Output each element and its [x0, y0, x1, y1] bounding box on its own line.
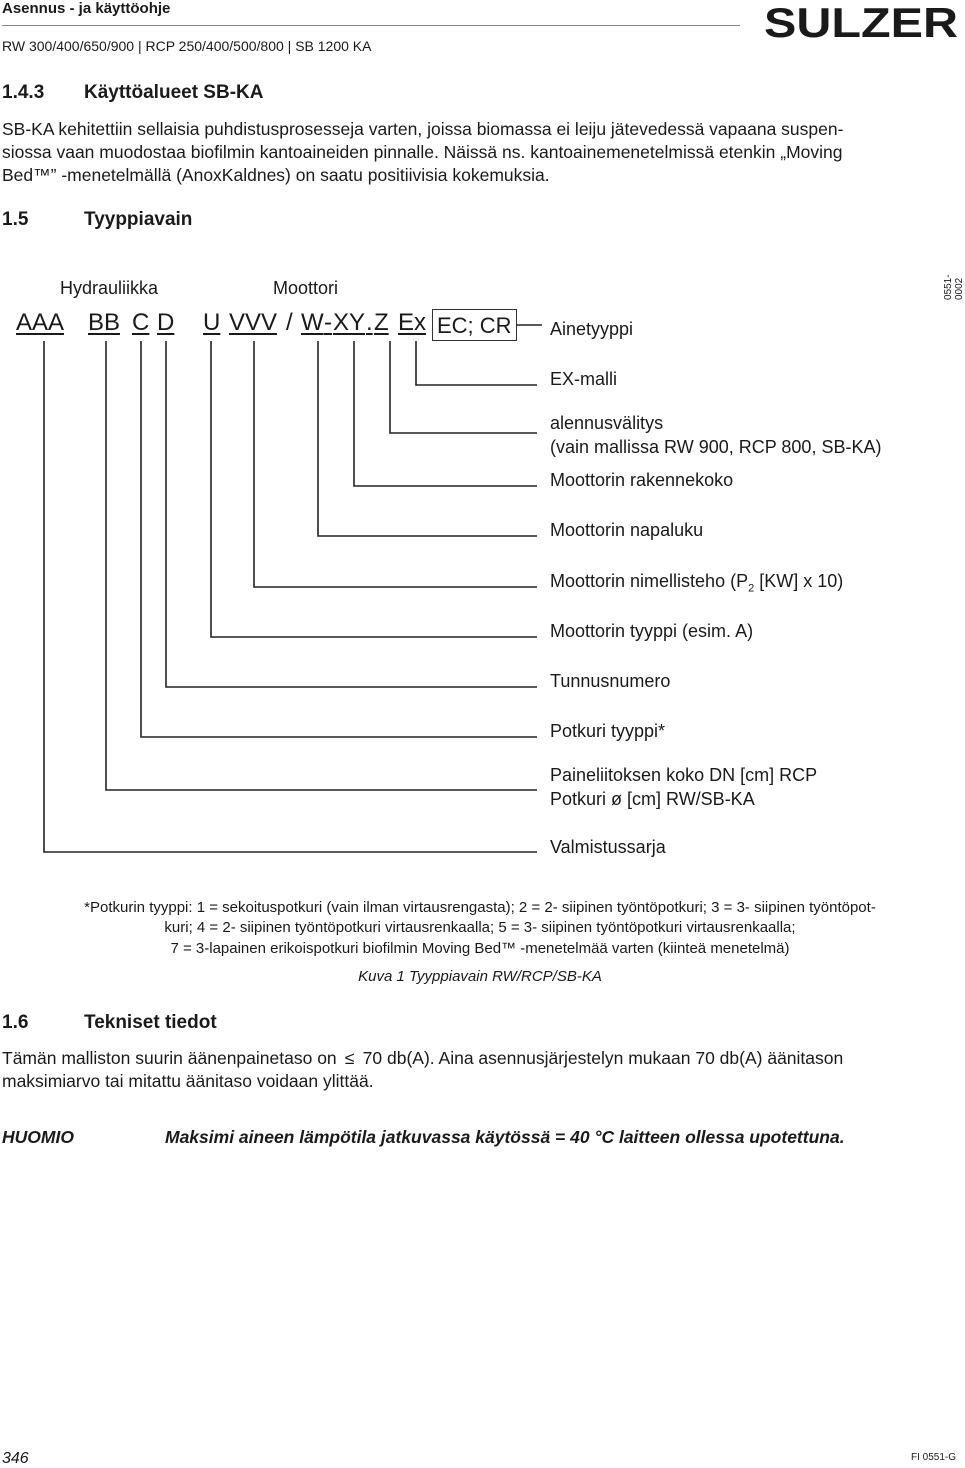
- label-power-sub: 2: [748, 582, 755, 595]
- footnote-line-3: 7 = 3-lapainen erikoispotkuri biofilmin Moving Bed™ -menetelmää varten (kiinteä menetelmä): [170, 940, 790, 957]
- code-bb: BB: [88, 309, 121, 336]
- page-number: 346: [2, 1450, 29, 1467]
- code-material-box: EC; CR: [432, 309, 517, 341]
- section-143-line-3: Bed™” -menetelmällä (AnoxKaldnes) on saatu positiivisia kokemuksia.: [2, 165, 550, 185]
- leader-pressure: [106, 341, 537, 790]
- leader-series: [44, 341, 537, 852]
- leader-power: [254, 341, 537, 587]
- document-subtitle: RW 300/400/650/900 | RCP 250/400/500/800 | SB 1200 KA: [2, 38, 372, 54]
- leader-poles: [318, 341, 537, 536]
- less-equal-symbol: ≤: [344, 1048, 355, 1068]
- section-15-number: 1.5: [2, 209, 29, 230]
- code-dash: -: [324, 309, 332, 336]
- code-slash: /: [286, 309, 293, 336]
- section-15-title: Tyyppiavain: [84, 209, 193, 230]
- code-c: C: [132, 309, 150, 336]
- label-reduction-1: alennusvälitys: [550, 413, 664, 433]
- section-143-line-1: SB-KA kehitettiin sellaisia puhdistusprosesseja varten, joissa biomassa ei leiju jätevedessä vapaana suspen-: [2, 119, 844, 139]
- label-prop-type: Potkuri tyyppi*: [550, 721, 666, 741]
- code-vvv: VVV: [229, 309, 278, 336]
- label-reduction-2: (vain mallissa RW 900, RCP 800, SB-KA): [550, 437, 882, 457]
- label-power: [550, 569, 843, 601]
- label-material: Ainetyyppi: [550, 319, 634, 339]
- section-16-line-1: [2, 1047, 843, 1070]
- label-pressure-2: Potkuri ø [cm] RW/SB-KA: [550, 789, 755, 809]
- leader-motor-size: [354, 341, 537, 486]
- label-poles: Moottorin napaluku: [550, 520, 704, 540]
- code-ex: Ex: [398, 309, 427, 336]
- label-motor-type: Moottorin tyyppi (esim. A): [550, 621, 754, 641]
- code-w: W: [301, 309, 324, 336]
- figure-caption: Kuva 1 Tyyppiavain RW/RCP/SB-KA: [358, 968, 602, 985]
- document-code: FI 0551-G: [910, 1452, 956, 1463]
- section-16-line-1-post: 70 db(A). Aina asennusjärjestelyn mukaan 70 db(A) äänitason: [362, 1048, 844, 1068]
- logo-text: SULZER: [764, 0, 958, 46]
- figure-id: 0551-0002: [943, 274, 965, 300]
- notice-label: HUOMIO: [2, 1127, 74, 1147]
- label-power-pre: Moottorin nimellisteho (P: [550, 571, 749, 591]
- footnote-line-1: *Potkurin tyyppi: 1 = sekoituspotkuri (vain ilman virtausrengasta); 2 = 2- siipinen työntöpotkuri; 3 = 3- siipinen työntöpot-: [84, 899, 876, 916]
- label-motor-size: Moottorin rakennekoko: [550, 470, 734, 490]
- section-143-title: Käyttöalueet SB-KA: [84, 82, 264, 103]
- section-16-line-1-pre: Tämän malliston suurin äänenpainetaso on: [2, 1048, 337, 1068]
- group-label-motor: Moottori: [273, 278, 339, 298]
- leader-id-number: [166, 341, 537, 687]
- footnote-line-2: kuri; 4 = 2- siipinen työntöpotkuri virtausrenkaalla; 5 = 3- siipinen työntöpotkuri virtausrenkaalla;: [164, 919, 796, 936]
- code-z: Z: [374, 309, 389, 336]
- label-pressure-1: Paineliitoksen koko DN [cm] RCP: [550, 765, 818, 785]
- section-16-line-2: maksimiarvo tai mitattu äänitaso voidaan ylittää.: [2, 1071, 374, 1091]
- code-dot: .: [366, 309, 373, 336]
- leader-ex: [416, 341, 537, 385]
- section-16-number: 1.6: [2, 1012, 29, 1033]
- leader-prop-type: [141, 341, 537, 737]
- label-series: Valmistussarja: [550, 837, 666, 857]
- code-d: D: [157, 309, 175, 336]
- leader-reduction: [390, 341, 537, 433]
- label-ex-model: EX-malli: [550, 369, 618, 389]
- notice-text: Maksimi aineen lämpötila jatkuvassa käytössä = 40 °C laitteen ollessa upotettuna.: [165, 1127, 845, 1147]
- label-id-number: Tunnusnumero: [550, 671, 671, 691]
- code-xy: XY: [333, 309, 366, 336]
- code-aaa: AAA: [16, 309, 65, 336]
- label-power-post: [KW] x 10): [754, 571, 844, 591]
- code-u: U: [203, 309, 221, 336]
- section-16-title: Tekniset tiedot: [84, 1012, 217, 1033]
- section-143-line-2: siossa vaan muodostaa biofilmin kantoaineiden pinnalle. Näissä ns. kantoainemenetelmissä etenkin „Moving: [2, 142, 843, 162]
- group-label-hydraulics: Hydrauliikka: [60, 278, 159, 298]
- document-title: Asennus - ja käyttöohje: [2, 0, 171, 17]
- section-143-number: 1.4.3: [2, 82, 45, 103]
